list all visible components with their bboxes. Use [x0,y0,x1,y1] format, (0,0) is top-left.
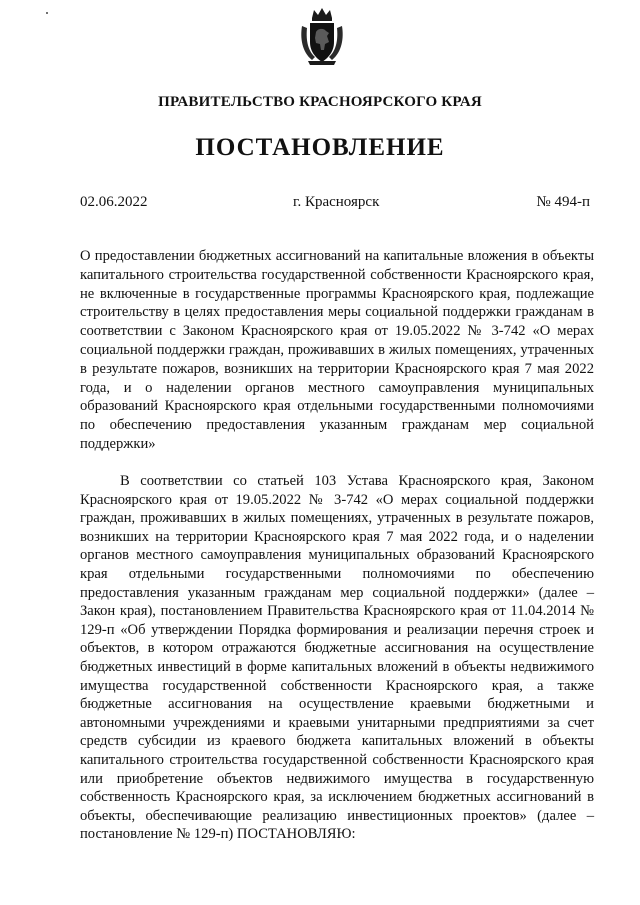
document-type-heading: ПОСТАНОВЛЕНИЕ [195,134,445,161]
government-title: ПРАВИТЕЛЬСТВО КРАСНОЯРСКОГО КРАЯ [158,94,482,110]
coat-of-arms-icon [298,6,346,66]
document-number: № 494-п [536,194,590,210]
document-date: 02.06.2022 [80,194,148,210]
document-subject: О предоставлении бюджетных ассигнований на капитальные вложения в объекты капитального строительства государственной собственности Красноярского края, не включенные в государственные программы Красноярского края, подлежащие строительству в целях предоставления меры социальной поддержки гражданам в соответствии с Законом Красноярского края от 19.05.2022 № 3-742 «О мерах социальной поддержки граждан, проживавших в жилых помещениях, утраченных в результате пожаров, возникших на территории Красноярского края 7 мая 2022 года, и о наделении органов местного самоуправления муниципальных образований Красноярского края отдельными государственными полномочиями по обеспечению предоставления указанным гражданам мер социальной поддержки» [80,248,594,452]
scan-dot [46,12,48,14]
document-body-paragraph: В соответствии со статьей 103 Устава Красноярского края, Законом Красноярского края от 19.05.2022 № 3-742 «О мерах социальной поддержки граждан, проживавших в жилых помещениях, утраченных в результате пожаров, возникших на территории Красноярского края 7 мая 2022 года, и о наделении органов местного самоуправления муниципальных образований Красноярского края отдельными государственными полномочиями по обеспечению предоставления указанным гражданам мер социальной поддержки» (далее – Закон края), постановлением Правительства Красноярского края от 11.04.2014 № 129-п «Об утверждении Порядка формирования и реализации перечня строек и объектов, в котором отражаются бюджетные ассигнования на осуществление бюджетных инвестиций в форме капитальных вложений в объекты недвижимого имущества государственной собственности Красноярского края, а также бюджетные ассигнования на осуществление краевыми бюджетными и автономными учреждениями и краевыми унитарными предприятиями за счет средств субсидии из краевого бюджета капитальных вложений в объекты капитального строительства государственной собственности Красноярского края или приобретение объектов недвижимого имущества в государственную собственность Красноярского края, за исключением бюджетных ассигнований в объекты, обеспечивающие реализацию инвестиционных проектов» (далее – постановление № 129-п) ПОСТАНОВЛЯЮ: [80,473,594,843]
document-city: г. Красноярск [293,194,380,210]
